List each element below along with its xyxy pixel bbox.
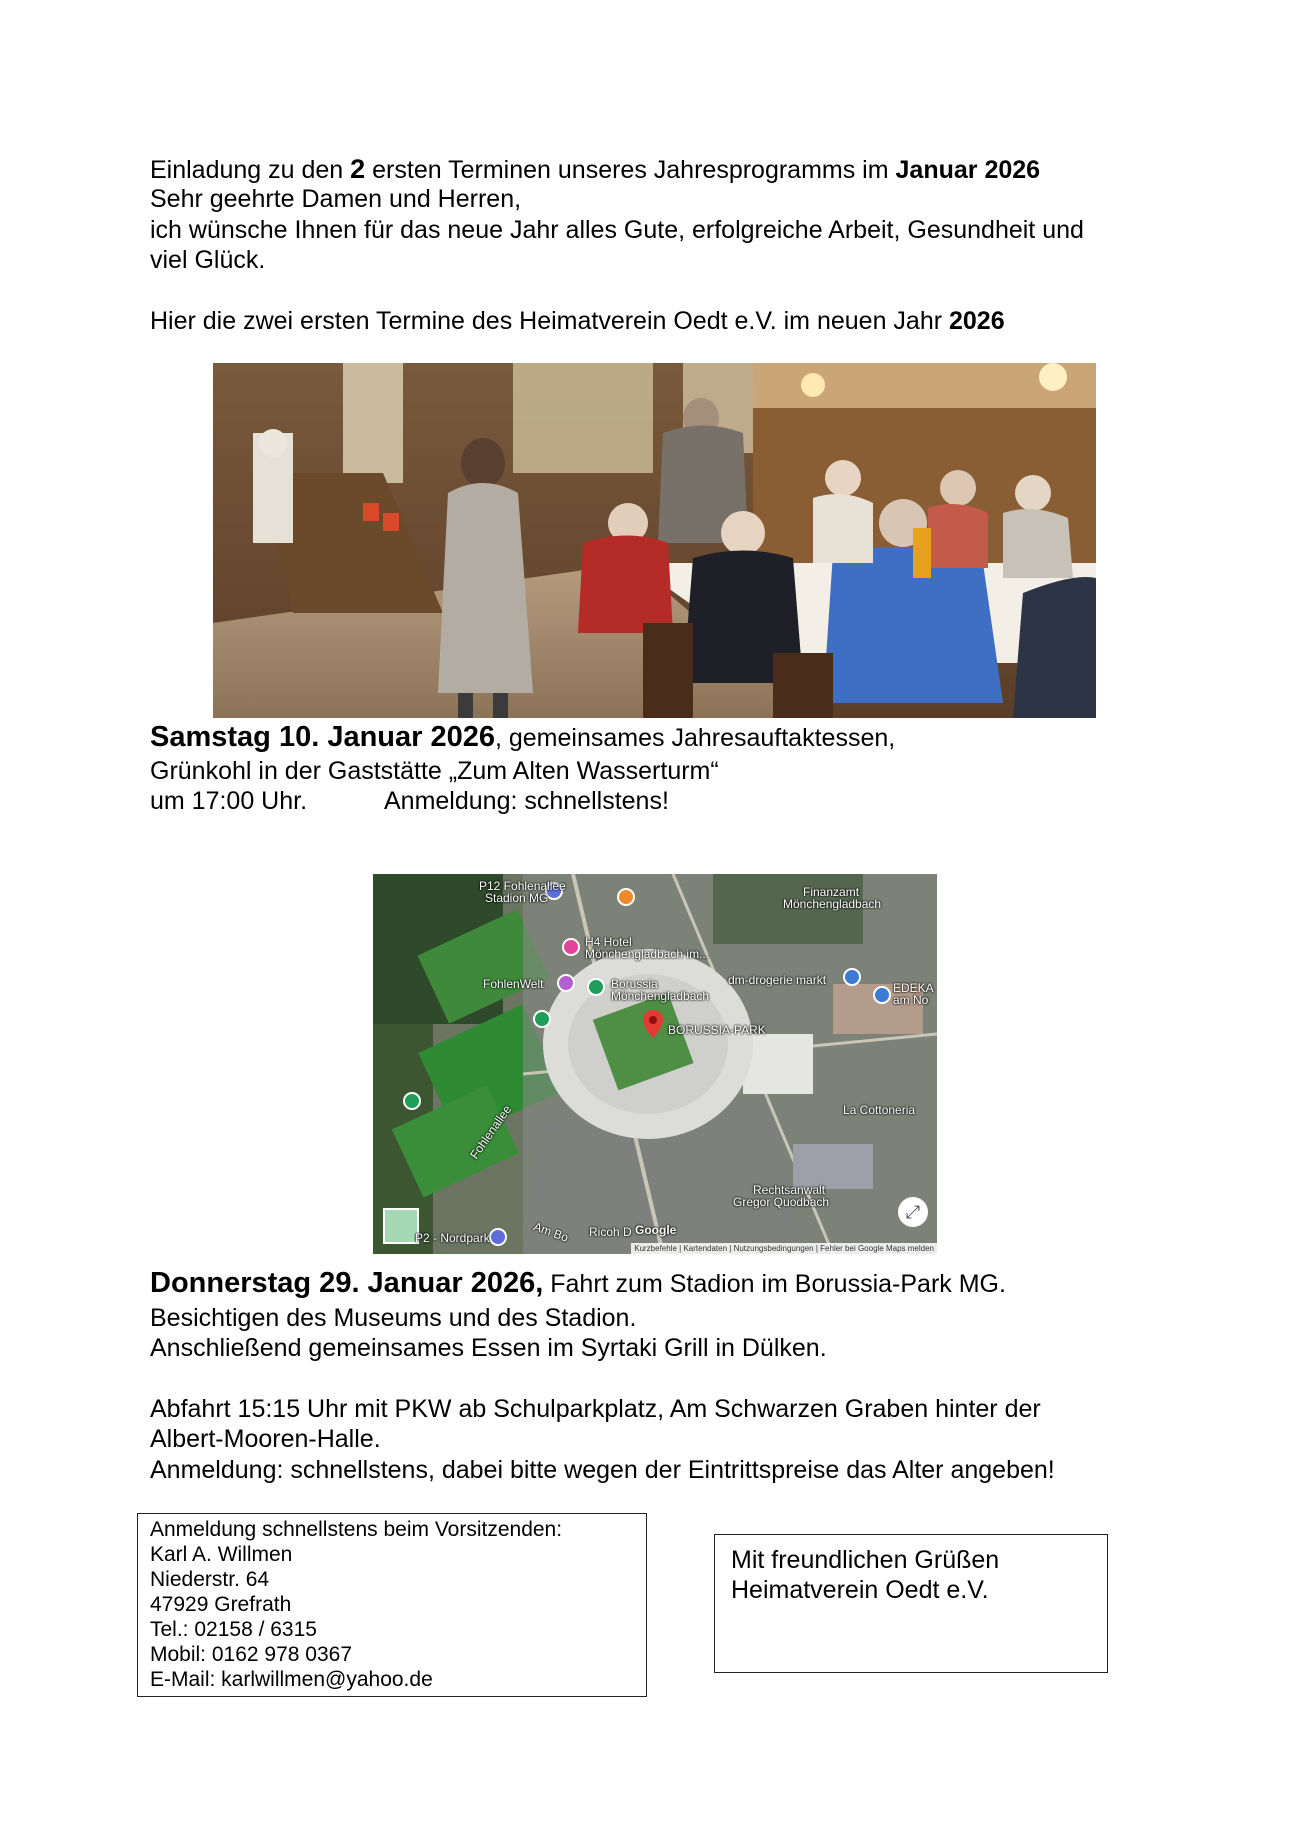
- contact-box: [137, 1513, 647, 1697]
- map-label-ricoh: Ricoh D: [589, 1225, 632, 1239]
- google-logo: Google: [635, 1223, 677, 1237]
- contact-street: Niederstr. 64: [150, 1568, 270, 1591]
- map-attribution[interactable]: Kurzbefehle | Kartendaten | Nutzungsbedingungen | Fehler bei Google Maps melden: [631, 1243, 937, 1254]
- map-label-borussia-2: Mönchengladbach: [611, 989, 710, 1003]
- map-label-rechtsanwalt-2: Gregor Quodbach: [733, 1195, 830, 1209]
- intro-line-3: ich wünsche Ihnen für das neue Jahr alles Gute, erfolgreiche Arbeit, Gesundheit und: [150, 216, 1084, 244]
- intro-year: 2026: [949, 307, 1005, 335]
- contact-heading: Anmeldung schnellstens beim Vorsitzenden:: [150, 1518, 563, 1541]
- contact-email: E-Mail: karlwillmen@yahoo.de: [150, 1668, 433, 1691]
- contact-name: Karl A. Willmen: [150, 1543, 293, 1566]
- map-label-fohlenallee: Fohlenallee: [467, 1102, 515, 1162]
- event-1-heading: [150, 722, 895, 754]
- map-label-p12: P12 Fohlenallee: [479, 879, 566, 893]
- map-label-edeka: EDEKA: [893, 981, 934, 995]
- map-label-am-bo: Am Bo: [531, 1219, 571, 1245]
- event-1-registration: Anmeldung: schnellstens!: [384, 787, 669, 815]
- intro-line-5: Hier die zwei ersten Termine des Heimatverein Oedt e.V. im neuen Jahr 2026: [150, 307, 1005, 335]
- event-2-departure: Abfahrt 15:15 Uhr mit PKW ab Schulparkplatz, Am Schwarzen Graben hinter der: [150, 1395, 1041, 1423]
- shopping-2-icon[interactable]: [873, 986, 891, 1004]
- map-label-edeka-2: am No: [893, 993, 929, 1007]
- green-marker-2-icon[interactable]: [403, 1092, 421, 1110]
- green-marker-icon[interactable]: [533, 1010, 551, 1028]
- event-2-heading: [150, 1268, 1006, 1300]
- map-label-dm: dm-drogerie markt: [728, 973, 827, 987]
- event-1-date: Samstag 10. Januar 2026: [150, 721, 495, 753]
- event-1-location: Grünkohl in der Gaststätte „Zum Alten Wasserturm“: [150, 757, 719, 785]
- event-2-title: Fahrt zum Stadion im Borussia-Park MG.: [543, 1270, 1006, 1298]
- restaurant-icon[interactable]: [617, 888, 635, 906]
- map-label-nordpark: P2 - Nordpark: [415, 1231, 490, 1245]
- map-label-finanzamt: Finanzamt: [803, 885, 860, 899]
- map-label-fohlenwelt: FohlenWelt: [483, 977, 544, 991]
- parking-2-icon[interactable]: [489, 1228, 507, 1246]
- greeting-line-2: Heimatverein Oedt e.V.: [731, 1576, 989, 1604]
- map-label-borussia-park: BORUSSIA-PARK: [668, 1023, 766, 1037]
- restaurant-photo-illustration: [213, 363, 1096, 718]
- event-1-title: , gemeinsames Jahresauftaktessen,: [494, 724, 896, 752]
- location-pin-icon[interactable]: [643, 1010, 663, 1038]
- event-2-registration: Anmeldung: schnellstens, dabei bitte wegen der Eintrittspreise das Alter angeben!: [150, 1456, 1055, 1484]
- map-label-hotel-2: Mönchengladbach im...: [585, 947, 710, 961]
- map-satellite-illustration: [373, 874, 937, 1254]
- greeting-box: [714, 1534, 1108, 1673]
- intro-line-1: Einladung zu den 2 ersten Terminen unseres Jahresprogramms im Januar 2026: [150, 154, 1041, 184]
- map-label-borussia: Borussia: [611, 977, 658, 991]
- borussia-marker-icon[interactable]: [587, 978, 605, 996]
- intro-line-4: viel Glück.: [150, 246, 266, 274]
- event-1-time: um 17:00 Uhr.: [150, 787, 308, 815]
- event-2-line-3: Anschließend gemeinsames Essen im Syrtaki Grill in Dülken.: [150, 1334, 827, 1362]
- map-label-hotel: H4 Hotel: [585, 935, 632, 949]
- event-count: 2: [350, 154, 366, 184]
- restaurant-photo: [213, 363, 1096, 718]
- event-2-date: Donnerstag 29. Januar 2026,: [150, 1267, 544, 1299]
- intro-month: Januar 2026: [895, 156, 1041, 184]
- event-2-line-2: Besichtigen des Museums und des Stadion.: [150, 1304, 637, 1332]
- fullscreen-icon[interactable]: ⤢: [898, 1197, 928, 1227]
- map-label-p12b: Stadion MG: [485, 891, 549, 905]
- shopping-icon[interactable]: [843, 968, 861, 986]
- stadium-map: [373, 874, 937, 1254]
- contact-city: 47929 Grefrath: [150, 1593, 292, 1616]
- greeting-line-1: Mit freundlichen Grüßen: [731, 1546, 1000, 1574]
- museum-icon[interactable]: [557, 974, 575, 992]
- event-2-departure-place: Albert-Mooren-Halle.: [150, 1425, 381, 1453]
- map-layer-toggle[interactable]: [383, 1208, 419, 1244]
- hotel-icon[interactable]: [562, 938, 580, 956]
- map-label-cottoneria: La Cottoneria: [843, 1103, 916, 1117]
- contact-phone: Tel.: 02158 / 6315: [150, 1618, 317, 1641]
- contact-mobile: Mobil: 0162 978 0367: [150, 1643, 352, 1666]
- map-label-rechtsanwalt: Rechtsanwalt: [753, 1183, 826, 1197]
- salutation: Sehr geehrte Damen und Herren,: [150, 185, 522, 213]
- map-label-finanzamt-2: Mönchengladbach: [783, 897, 882, 911]
